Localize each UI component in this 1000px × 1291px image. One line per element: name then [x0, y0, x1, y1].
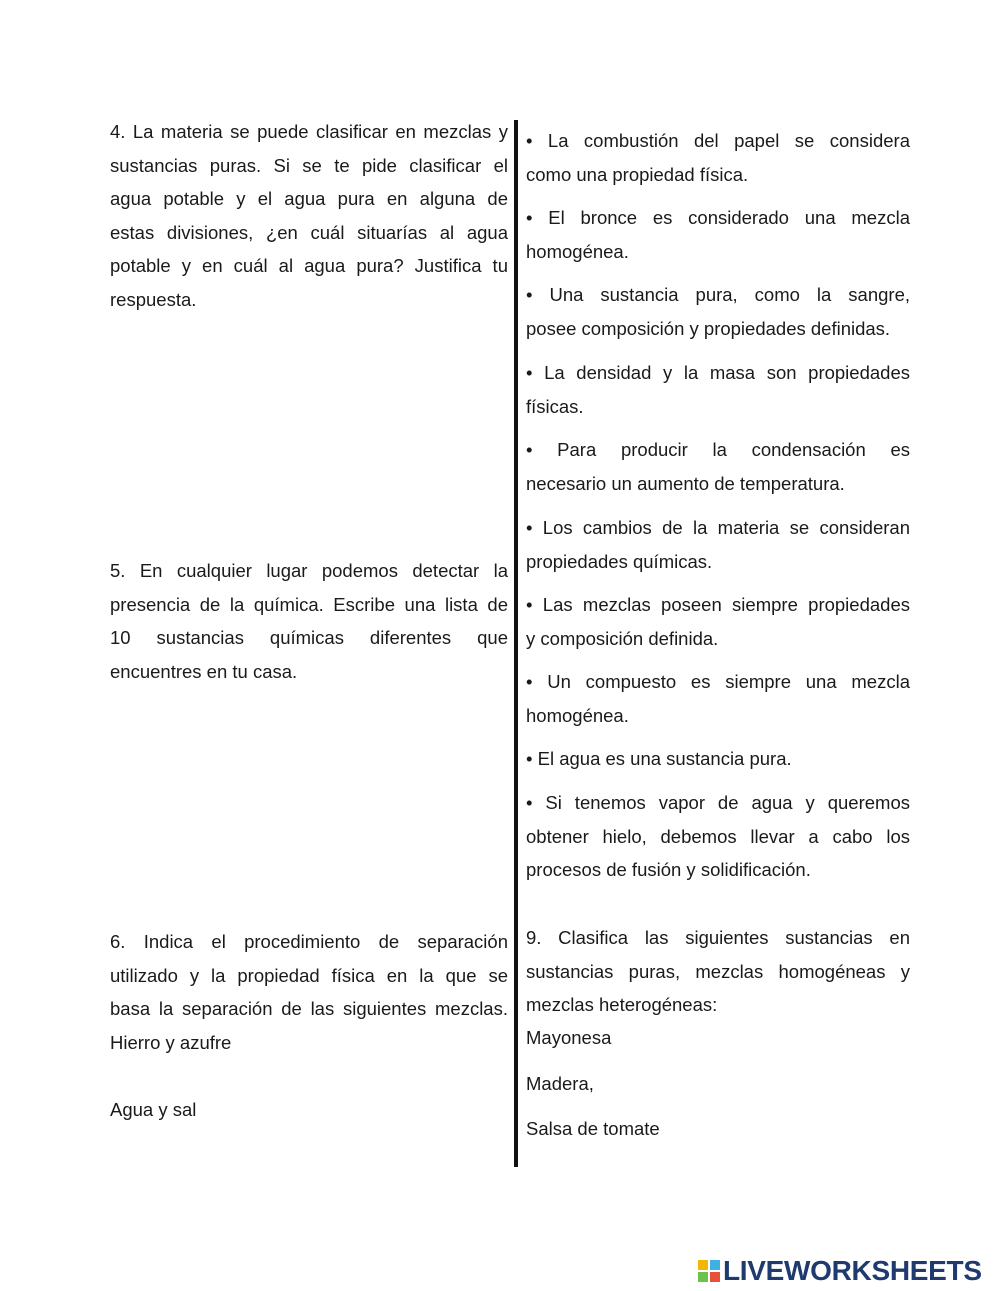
statement-line: • El agua es una sustancia pura.: [526, 748, 792, 769]
question-9: [526, 921, 910, 1022]
q9-line: 9. Clasifica las siguientes sustancias en: [526, 927, 910, 948]
logo-block: [698, 1260, 708, 1270]
true-false-statement: [526, 278, 910, 345]
q5-line: presencia de la química. Escribe una lista de: [110, 593, 508, 615]
statement-line: homogénea.: [526, 240, 629, 262]
q9-item-madera: Madera,: [526, 1073, 594, 1094]
true-false-statement: [526, 786, 910, 887]
logo-text: LIVEWORKSHEETS: [723, 1255, 982, 1286]
statement-line: • La combustión del papel se considera: [526, 130, 910, 151]
q6-line: utilizado y la propiedad física en la que se: [110, 964, 508, 986]
q5-line: encuentres en tu casa.: [110, 660, 298, 682]
statement-line: • Un compuesto es siempre una mezcla: [526, 671, 910, 692]
true-false-statement: [526, 588, 910, 655]
statement-line: • Los cambios de la materia se consideran: [526, 517, 910, 538]
q6-line: Hierro y azufre: [110, 1031, 232, 1053]
q4-line: potable y en cuál al agua pura? Justifica tu: [110, 255, 508, 276]
q9-item-salsa: Salsa de tomate: [526, 1118, 660, 1139]
logo-block: [710, 1260, 720, 1270]
statement-line: y composición definida.: [526, 627, 719, 649]
q9-line: mezclas heterogéneas:: [526, 994, 718, 1015]
q9-line: sustancias puras, mezclas homogéneas y: [526, 960, 910, 982]
statement-line: • El bronce es considerado una mezcla: [526, 207, 910, 228]
q4-line: agua potable y el agua pura en alguna de: [110, 188, 508, 209]
question-5: [110, 554, 508, 688]
statement-line: • Las mezclas poseen siempre propiedades: [526, 594, 910, 615]
q5-line: 5. En cualquier lugar podemos detectar la: [110, 560, 508, 581]
statement-line: homogénea.: [526, 704, 629, 726]
statement-line: necesario un aumento de temperatura.: [526, 472, 845, 494]
statement-line: • La densidad y la masa son propiedades: [526, 362, 910, 383]
true-false-statement: [526, 433, 910, 500]
question-4: [110, 115, 508, 316]
statement-line: procesos de fusión y solidificación.: [526, 859, 811, 880]
true-false-statement: [526, 356, 910, 423]
true-false-statement: [526, 201, 910, 268]
question-6: [110, 925, 508, 1059]
q6-line: basa la separación de las siguientes mezclas.: [110, 998, 508, 1019]
logo-block: [698, 1272, 708, 1282]
q4-line: respuesta.: [110, 288, 197, 310]
true-false-statement: [526, 742, 910, 776]
statement-line: como una propiedad física.: [526, 163, 749, 185]
q4-line: sustancias puras. Si se te pide clasificar el: [110, 154, 508, 176]
statement-line: • Si tenemos vapor de agua y queremos: [526, 792, 910, 813]
statement-line: obtener hielo, debemos llevar a cabo los: [526, 825, 910, 847]
q6-line: 6. Indica el procedimiento de separación: [110, 931, 508, 952]
liveworksheets-logo: [698, 1255, 982, 1287]
true-false-statement: [526, 665, 910, 732]
statement-line: • Una sustancia pura, como la sangre,: [526, 284, 910, 305]
logo-blocks-icon: [698, 1260, 720, 1282]
q5-line: 10 sustancias químicas diferentes que: [110, 627, 508, 648]
q4-line: estas divisiones, ¿en cuál situarías al agua: [110, 221, 508, 243]
logo-block: [710, 1272, 720, 1282]
statement-line: propiedades químicas.: [526, 550, 713, 572]
q9-item-mayonesa: Mayonesa: [526, 1027, 612, 1048]
true-false-statement: [526, 511, 910, 578]
statement-line: • Para producir la condensación es: [526, 439, 910, 460]
statement-line: posee composición y propiedades definidas.: [526, 317, 891, 339]
q6-mixture-item: Agua y sal: [110, 1099, 197, 1120]
true-false-statement: [526, 124, 910, 191]
statement-line: físicas.: [526, 395, 584, 417]
q4-line: 4. La materia se puede clasificar en mezclas y: [110, 121, 508, 142]
column-divider: [514, 120, 518, 1167]
